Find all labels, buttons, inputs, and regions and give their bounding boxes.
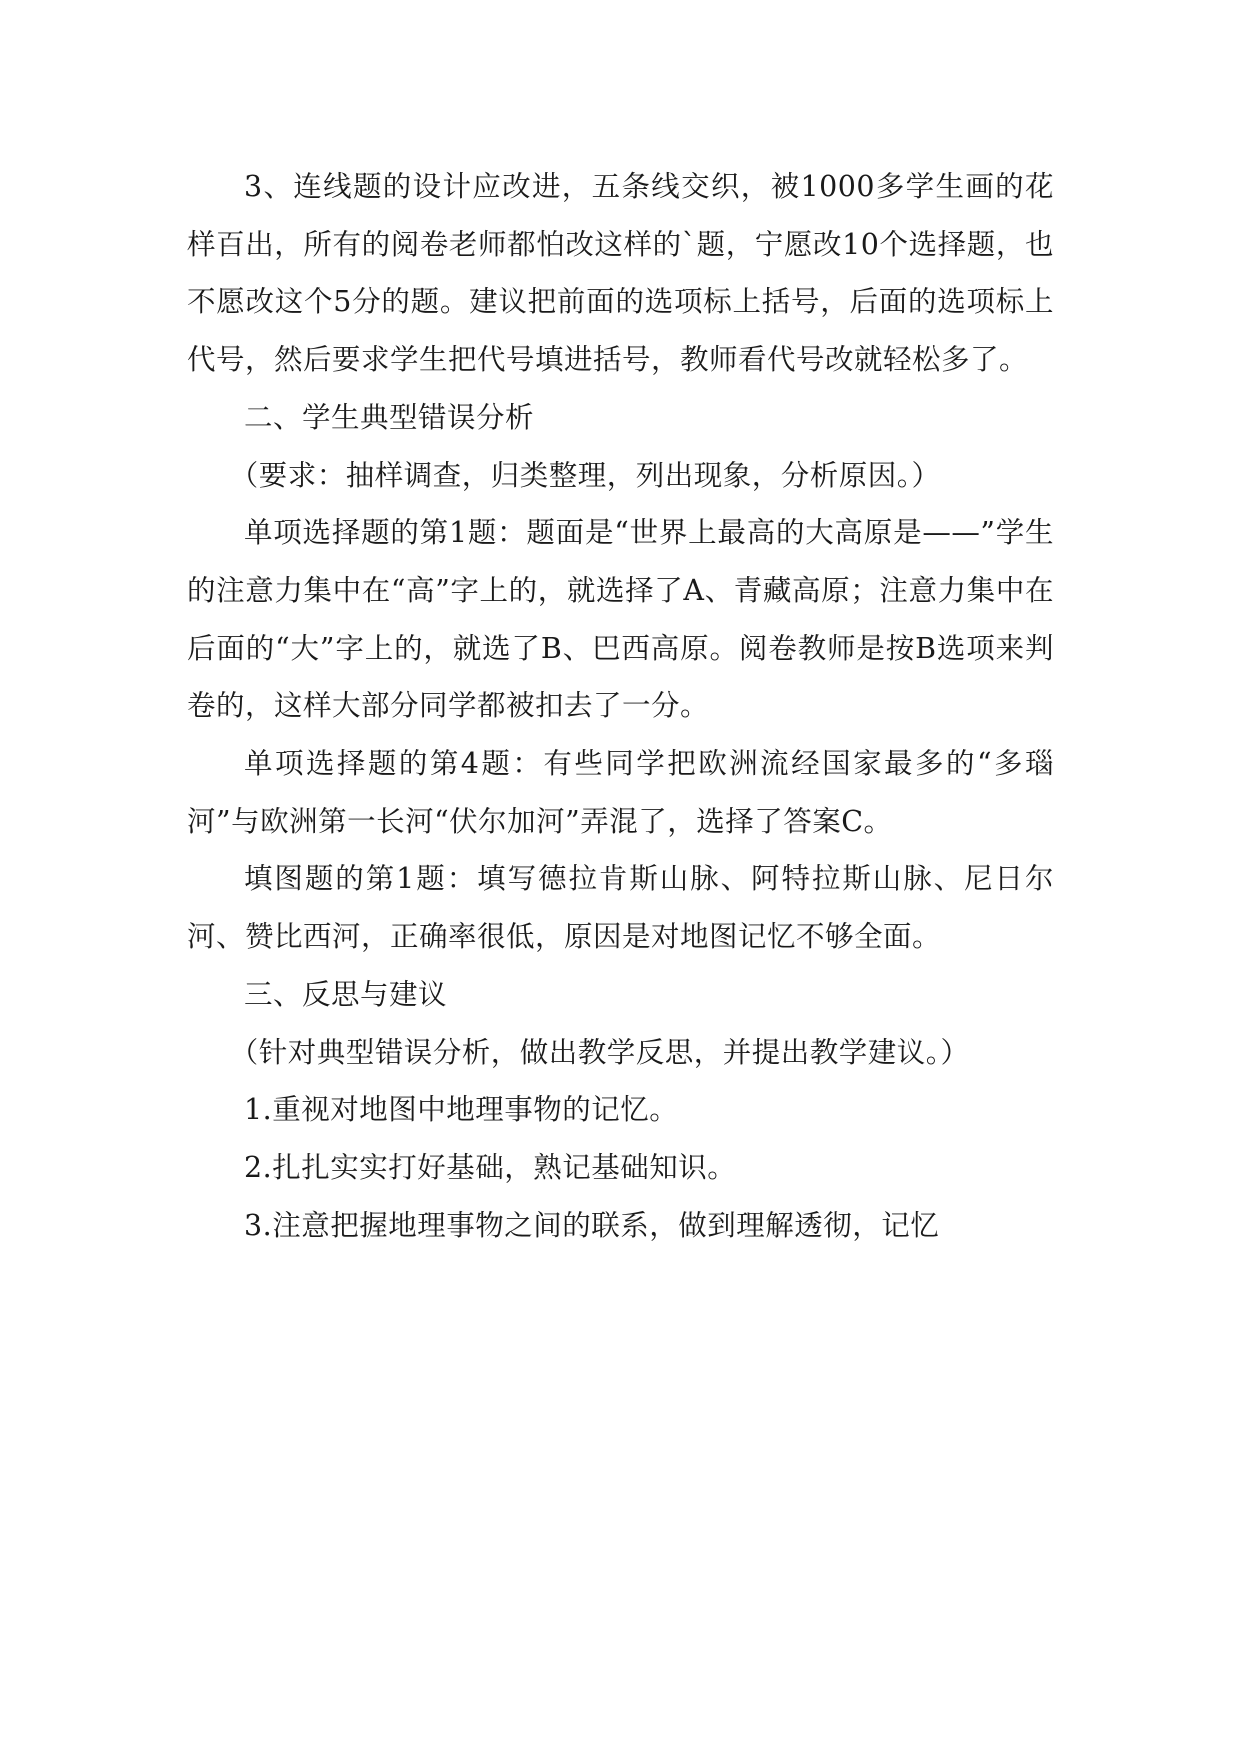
paragraph-map-filling-q1: 填图题的第1题：填写德拉肯斯山脉、阿特拉斯山脉、尼日尔河、赞比西河，正确率很低，原因是对地图记忆不够全面。 <box>187 862 1054 954</box>
paragraph-error-analysis-requirement: （要求：抽样调查，归类整理，列出现象，分析原因。） <box>229 458 941 492</box>
list-item-suggestion-2: 2.扎扎实实打好基础，熟记基础知识。 <box>244 1150 737 1184</box>
paragraph-single-choice-q1: 单项选择题的第1题：题面是“世界上最高的大高原是——”学生的注意力集中在“高”字上的，就选择了A、青藏高原；注意力集中在后面的“大”字上的，就选了B、巴西高原。阅卷教师是按B选项来判卷的，这样大部分同学都被扣去了一分。 <box>187 516 1054 723</box>
paragraph-single-choice-q4: 单项选择题的第4题：有些同学把欧洲流经国家最多的“多瑙河”与欧洲第一长河“伏尔加河”弄混了，选择了答案C。 <box>187 747 1054 838</box>
list-item-suggestion-1: 1.重视对地图中地理事物的记忆。 <box>244 1093 679 1127</box>
paragraph-matching-question-suggestion: 3、连线题的设计应改进，五条线交织，被1000多学生画的花样百出，所有的阅卷老师都怕改这样的`题，宁愿改10个选择题，也不愿改这个5分的题。建议把前面的选项标上括号，后面的选项标上代号，然后要求学生把代号填进括号，教师看代号改就轻松多了。 <box>187 170 1054 377</box>
document-body <box>187 158 1054 1254</box>
list-item-suggestion-3: 3.注意把握地理事物之间的联系，做到理解透彻，记忆 <box>244 1208 940 1242</box>
paragraph-reflection-requirement: （针对典型错误分析，做出教学反思，并提出教学建议。） <box>229 1035 970 1069</box>
section-heading-error-analysis: 二、学生典型错误分析 <box>244 400 535 434</box>
section-heading-reflection: 三、反思与建议 <box>244 977 448 1011</box>
